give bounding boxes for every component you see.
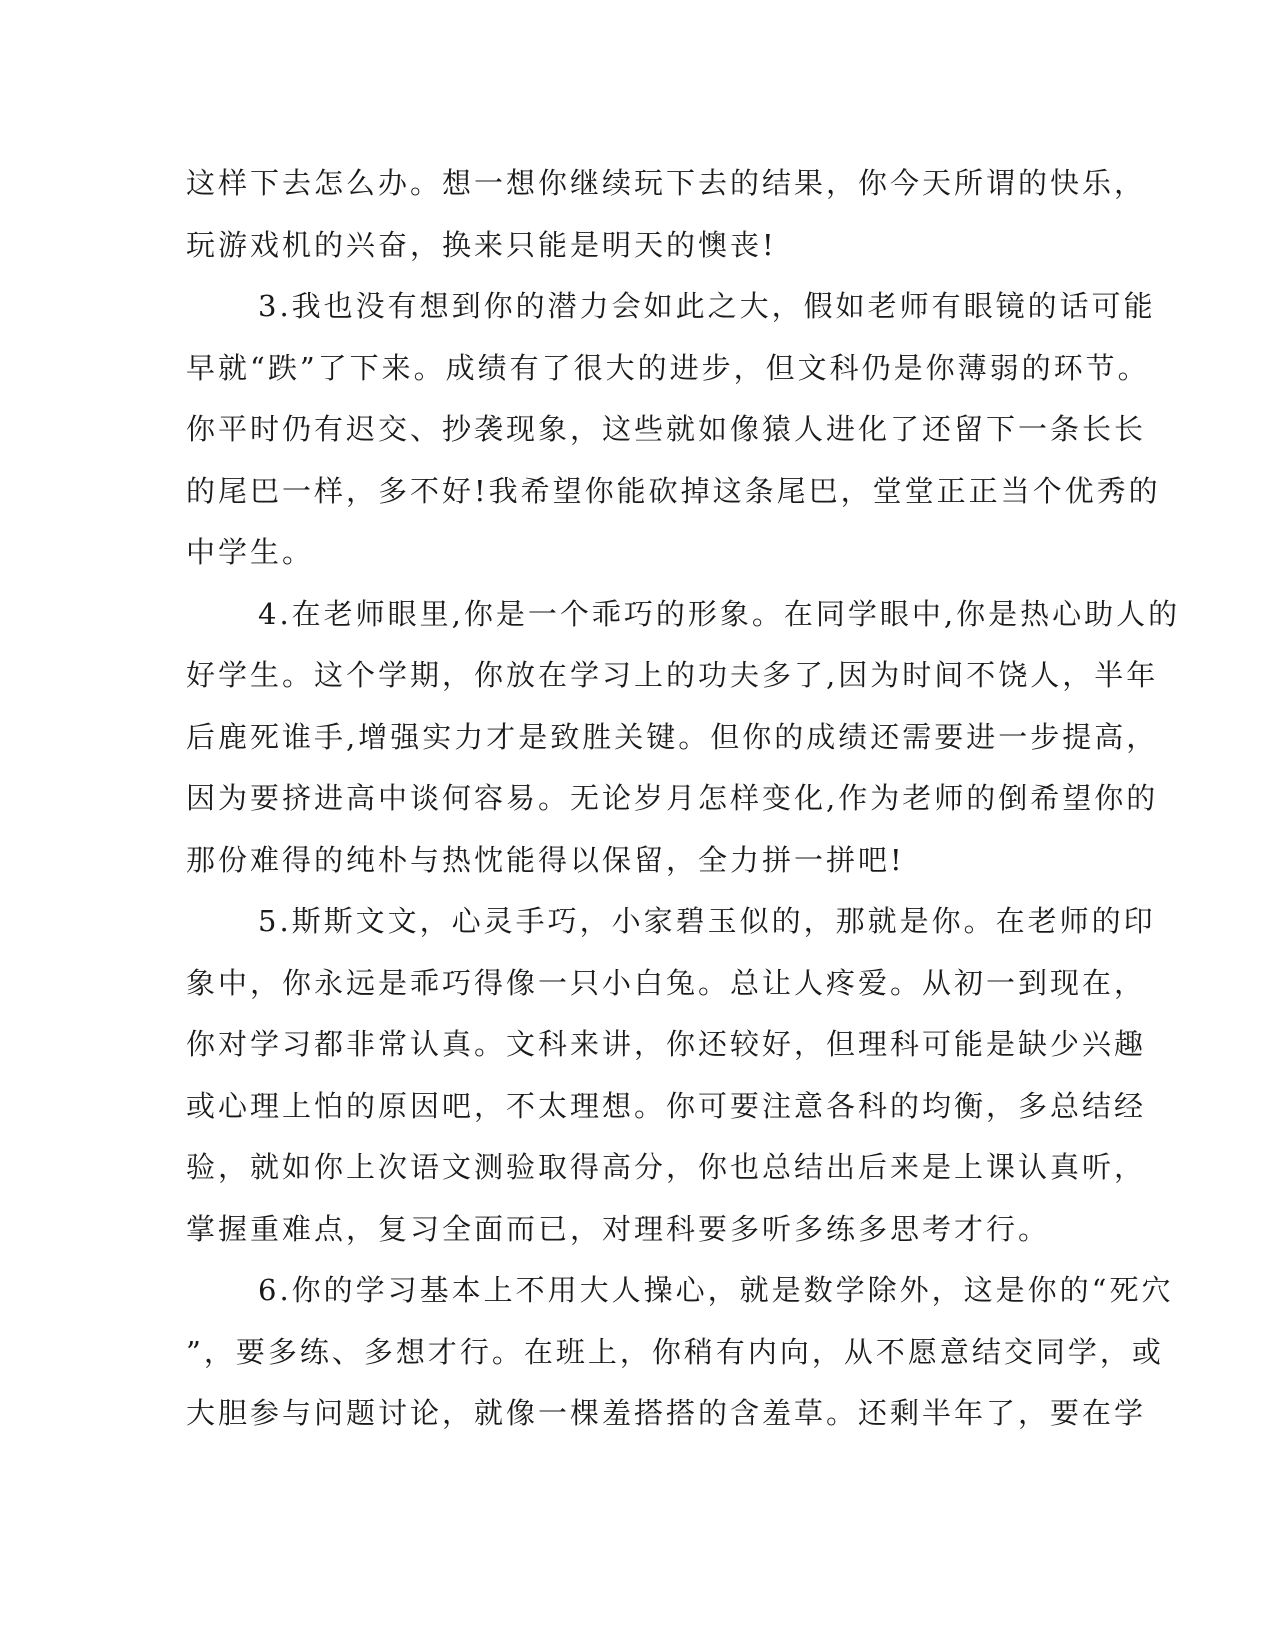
text-line: 那份难得的纯朴与热忱能得以保留，全力拼一拼吧! — [186, 842, 905, 877]
text-line: 6.你的学习基本上不用大人操心，就是数学除外，这是你的“死穴 — [258, 1273, 1174, 1307]
text-line: 你平时仍有迟交、抄袭现象，这些就如像猿人进化了还留下一条长长 — [186, 412, 1147, 446]
text-line: 验，就如你上次语文测验取得高分，你也总结出后来是上课认真听， — [186, 1150, 1147, 1184]
text-line: 象中，你永远是乖巧得像一只小白兔。总让人疼爱。从初一到现在， — [186, 965, 1147, 1000]
text-line: 玩游戏机的兴奋，换来只能是明天的懊丧! — [186, 227, 777, 262]
body-text — [186, 153, 1181, 1445]
text-line: 5.斯斯文文，心灵手巧，小家碧玉似的，那就是你。在老师的印 — [258, 904, 1156, 938]
text-line: 早就“跌”了下来。成绩有了很大的进步，但文科仍是你薄弱的环节。 — [186, 350, 1150, 385]
text-line: 4.在老师眼里,你是一个乖巧的形象。在同学眼中,你是热心助人的 — [258, 596, 1181, 631]
text-line: 掌握重难点，复习全面而已，对理科要多听多练多思考才行。 — [186, 1211, 1051, 1246]
text-line: 中学生。 — [186, 535, 315, 569]
text-line: 这样下去怎么办。想一想你继续玩下去的结果，你今天所谓的快乐， — [186, 166, 1147, 200]
text-line: 因为要挤进高中谈何容易。无论岁月怎样变化,作为老师的倒希望你的 — [186, 781, 1159, 815]
text-line: 的尾巴一样，多不好!我希望你能砍掉这条尾巴，堂堂正正当个优秀的 — [186, 473, 1161, 508]
text-line: 大胆参与问题讨论，就像一棵羞搭搭的含羞草。还剩半年了，要在学 — [186, 1396, 1147, 1430]
text-line: 后鹿死谁手,增强实力才是致胜关键。但你的成绩还需要进一步提高， — [186, 719, 1159, 754]
text-line: 你对学习都非常认真。文科来讲，你还较好，但理科可能是缺少兴趣 — [186, 1027, 1147, 1061]
text-line: 3.我也没有想到你的潜力会如此之大，假如老师有眼镜的话可能 — [258, 289, 1156, 323]
text-line: 或心理上怕的原因吧，不太理想。你可要注意各科的均衡，多总结经 — [186, 1088, 1147, 1123]
text-line: 好学生。这个学期，你放在学习上的功夫多了,因为时间不饶人，半年 — [186, 658, 1159, 692]
text-line: ”，要多练、多想才行。在班上，你稍有内向，从不愿意结交同学，或 — [186, 1334, 1164, 1369]
